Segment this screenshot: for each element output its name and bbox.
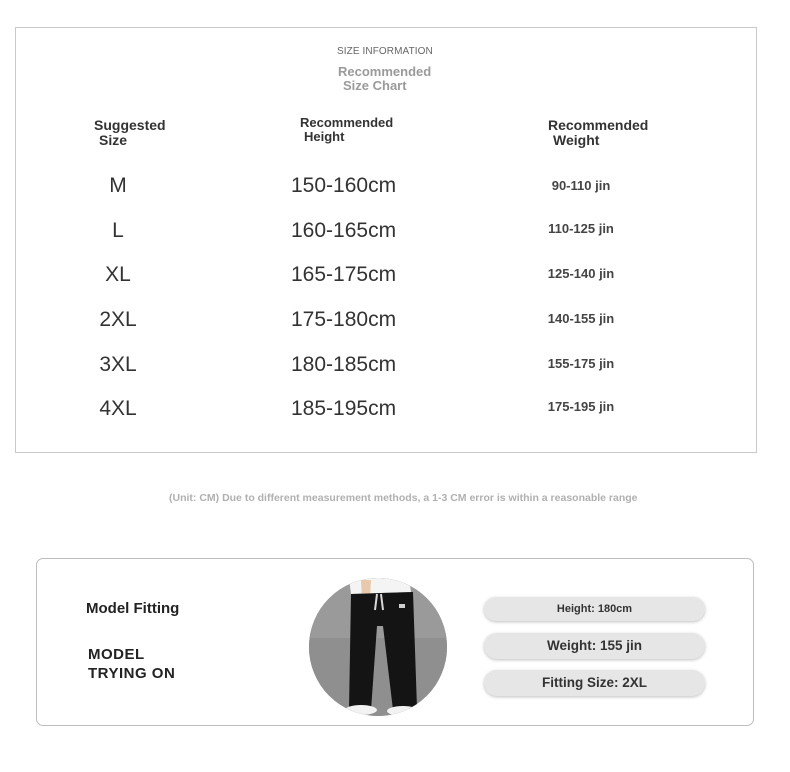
row-size: 4XL — [99, 397, 137, 420]
model-weight-pill: Weight: 155 jin — [484, 633, 705, 659]
model-photo — [309, 578, 447, 716]
row-height: 165-175cm — [291, 263, 397, 286]
model-fitting-size-pill: Fitting Size: 2XL — [484, 670, 705, 696]
header-recommended-weight: Recommended Weight — [548, 117, 649, 148]
row-size: M — [109, 174, 127, 197]
row-weight: 155-175 jin — [547, 356, 615, 371]
row-height: 150-160cm — [291, 174, 397, 197]
header-recommended-height: Recommended Height — [300, 115, 394, 144]
row-height: 180-185cm — [291, 353, 397, 376]
row-size: 3XL — [99, 353, 137, 376]
row-size: L — [112, 219, 124, 242]
row-size: 2XL — [99, 308, 137, 331]
chart-title-line2: Size Chart — [343, 78, 407, 93]
row-height: 175-180cm — [291, 308, 397, 331]
size-information-label: SIZE INFORMATION — [337, 46, 433, 57]
row-weight: 140-155 jin — [547, 311, 615, 326]
row-weight: 110-125 jin — [548, 221, 614, 236]
model-trying-on-label: MODEL TRYING ON — [88, 646, 176, 682]
model-height-pill: Height: 180cm — [484, 597, 705, 621]
row-weight: 175-195 jin — [547, 399, 615, 414]
measurement-note: (Unit: CM) Due to different measurement methods, a 1-3 CM error is within a reasonable range — [169, 492, 638, 504]
model-fitting-title: Model Fitting — [86, 600, 180, 617]
header-suggested-size: Suggested Size — [94, 117, 166, 148]
row-height: 160-165cm — [291, 219, 397, 242]
row-size: XL — [105, 263, 131, 286]
row-height: 185-195cm — [291, 397, 397, 420]
row-weight: 125-140 jin — [547, 266, 615, 281]
chart-title-line1: Recommended — [338, 64, 432, 79]
row-weight: 90-110 jin — [551, 178, 611, 193]
